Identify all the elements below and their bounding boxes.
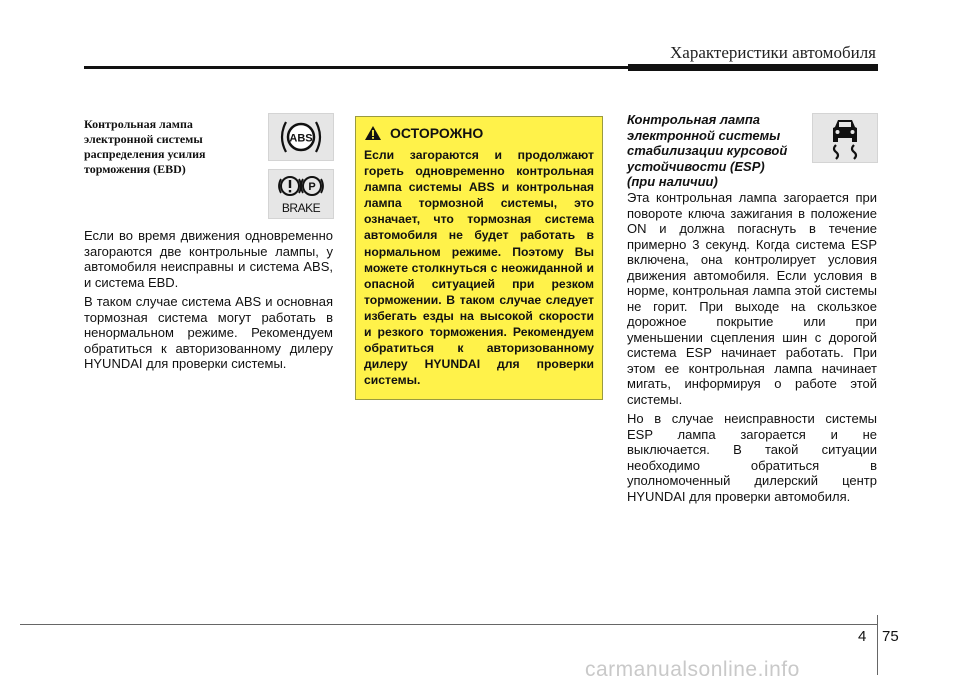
esp-heading-line: устойчивости (ESP)	[627, 158, 765, 174]
warning-triangle-icon	[364, 125, 382, 141]
esp-body	[627, 190, 877, 508]
warning-text: Если загораются и продолжают гореть одновременно контрольная лампа системы ABS и контрольная лампа тормозной системы, это означает, что тормозная система автомобиля не будет работать в нормальном режиме. Поэтому Вы можете столкнуться с неожиданной и опасной ситуацией при резком торможении. В таком случае следует избегать езды на высокой скорости и резкого торможения. Рекомендуем обратиться к авторизованному дилеру HYUNDAI для проверки системы.	[364, 148, 594, 388]
watermark: carmanualsonline.info	[585, 658, 800, 681]
abs-icon-label: ABS	[289, 132, 313, 145]
section-number: 4	[858, 628, 867, 645]
esp-heading-line: Контрольная лампа	[627, 112, 760, 127]
footer-rule	[20, 624, 878, 625]
brake-icon-box	[268, 169, 334, 219]
svg-text:P: P	[308, 181, 316, 193]
ebd-heading-line: Контрольная лампа	[84, 117, 193, 131]
esp-paragraph: Эта контрольная лампа загорается при повороте ключа зажигания в положение ON и должна погаснуть в течение примерно 3 секунд. Когда система ESP включена, она контролирует условия движения автомобиля. Если условия в норме, контрольная лампа этой системы не горит. При выходе на скользкое дорожное покрытие или при уменьшении сцепления шин с дорогой система ESP начинает работать. При этом ее контрольная лампа начинает мигать, информируя о работе этой системы.	[627, 190, 877, 407]
ebd-paragraph: Если во время движения одновременно загораются две контрольные лампы, у автомобиля неисправны и система ABS, и система EBD.	[84, 228, 333, 290]
esp-heading-line: (при наличии)	[627, 174, 718, 189]
esp-icon-box	[812, 113, 878, 163]
footer-tick	[877, 615, 878, 675]
brake-icon-label: BRAKE	[281, 201, 321, 215]
esp-heading-line: стабилизации курсовой	[627, 143, 788, 158]
esp-paragraph: Но в случае неисправности системы ESP лампа загорается и не выключается. В такой ситуации необходимо обратиться в уполномоченный дилерский центр HYUNDAI для проверки автомобиля.	[627, 411, 877, 504]
ebd-heading-line: электронной системы	[84, 132, 203, 146]
ebd-heading-line: распределения усилия	[84, 147, 206, 161]
esp-heading-line: электронной системы	[627, 127, 781, 143]
ebd-heading	[84, 117, 254, 177]
brake-warning-icon	[269, 170, 333, 218]
warning-box	[355, 116, 603, 400]
warning-title: ОСТОРОЖНО	[390, 125, 484, 141]
ebd-body	[84, 228, 333, 376]
ebd-paragraph: В таком случае система ABS и основная тормозная система могут работать в ненормальном режиме. Рекомендуем обратиться к авторизованному дилеру HYUNDAI для проверки системы.	[84, 294, 333, 371]
page-header-title: Характеристики автомобиля	[670, 43, 876, 62]
esp-heading	[627, 112, 812, 190]
warning-header	[364, 125, 594, 141]
abs-icon	[269, 114, 333, 160]
header-rule-accent	[628, 64, 878, 71]
page-number: 75	[882, 628, 899, 645]
ebd-heading-line: торможения (EBD)	[84, 162, 186, 176]
abs-icon-box	[268, 113, 334, 161]
esp-skid-car-icon	[813, 114, 877, 162]
